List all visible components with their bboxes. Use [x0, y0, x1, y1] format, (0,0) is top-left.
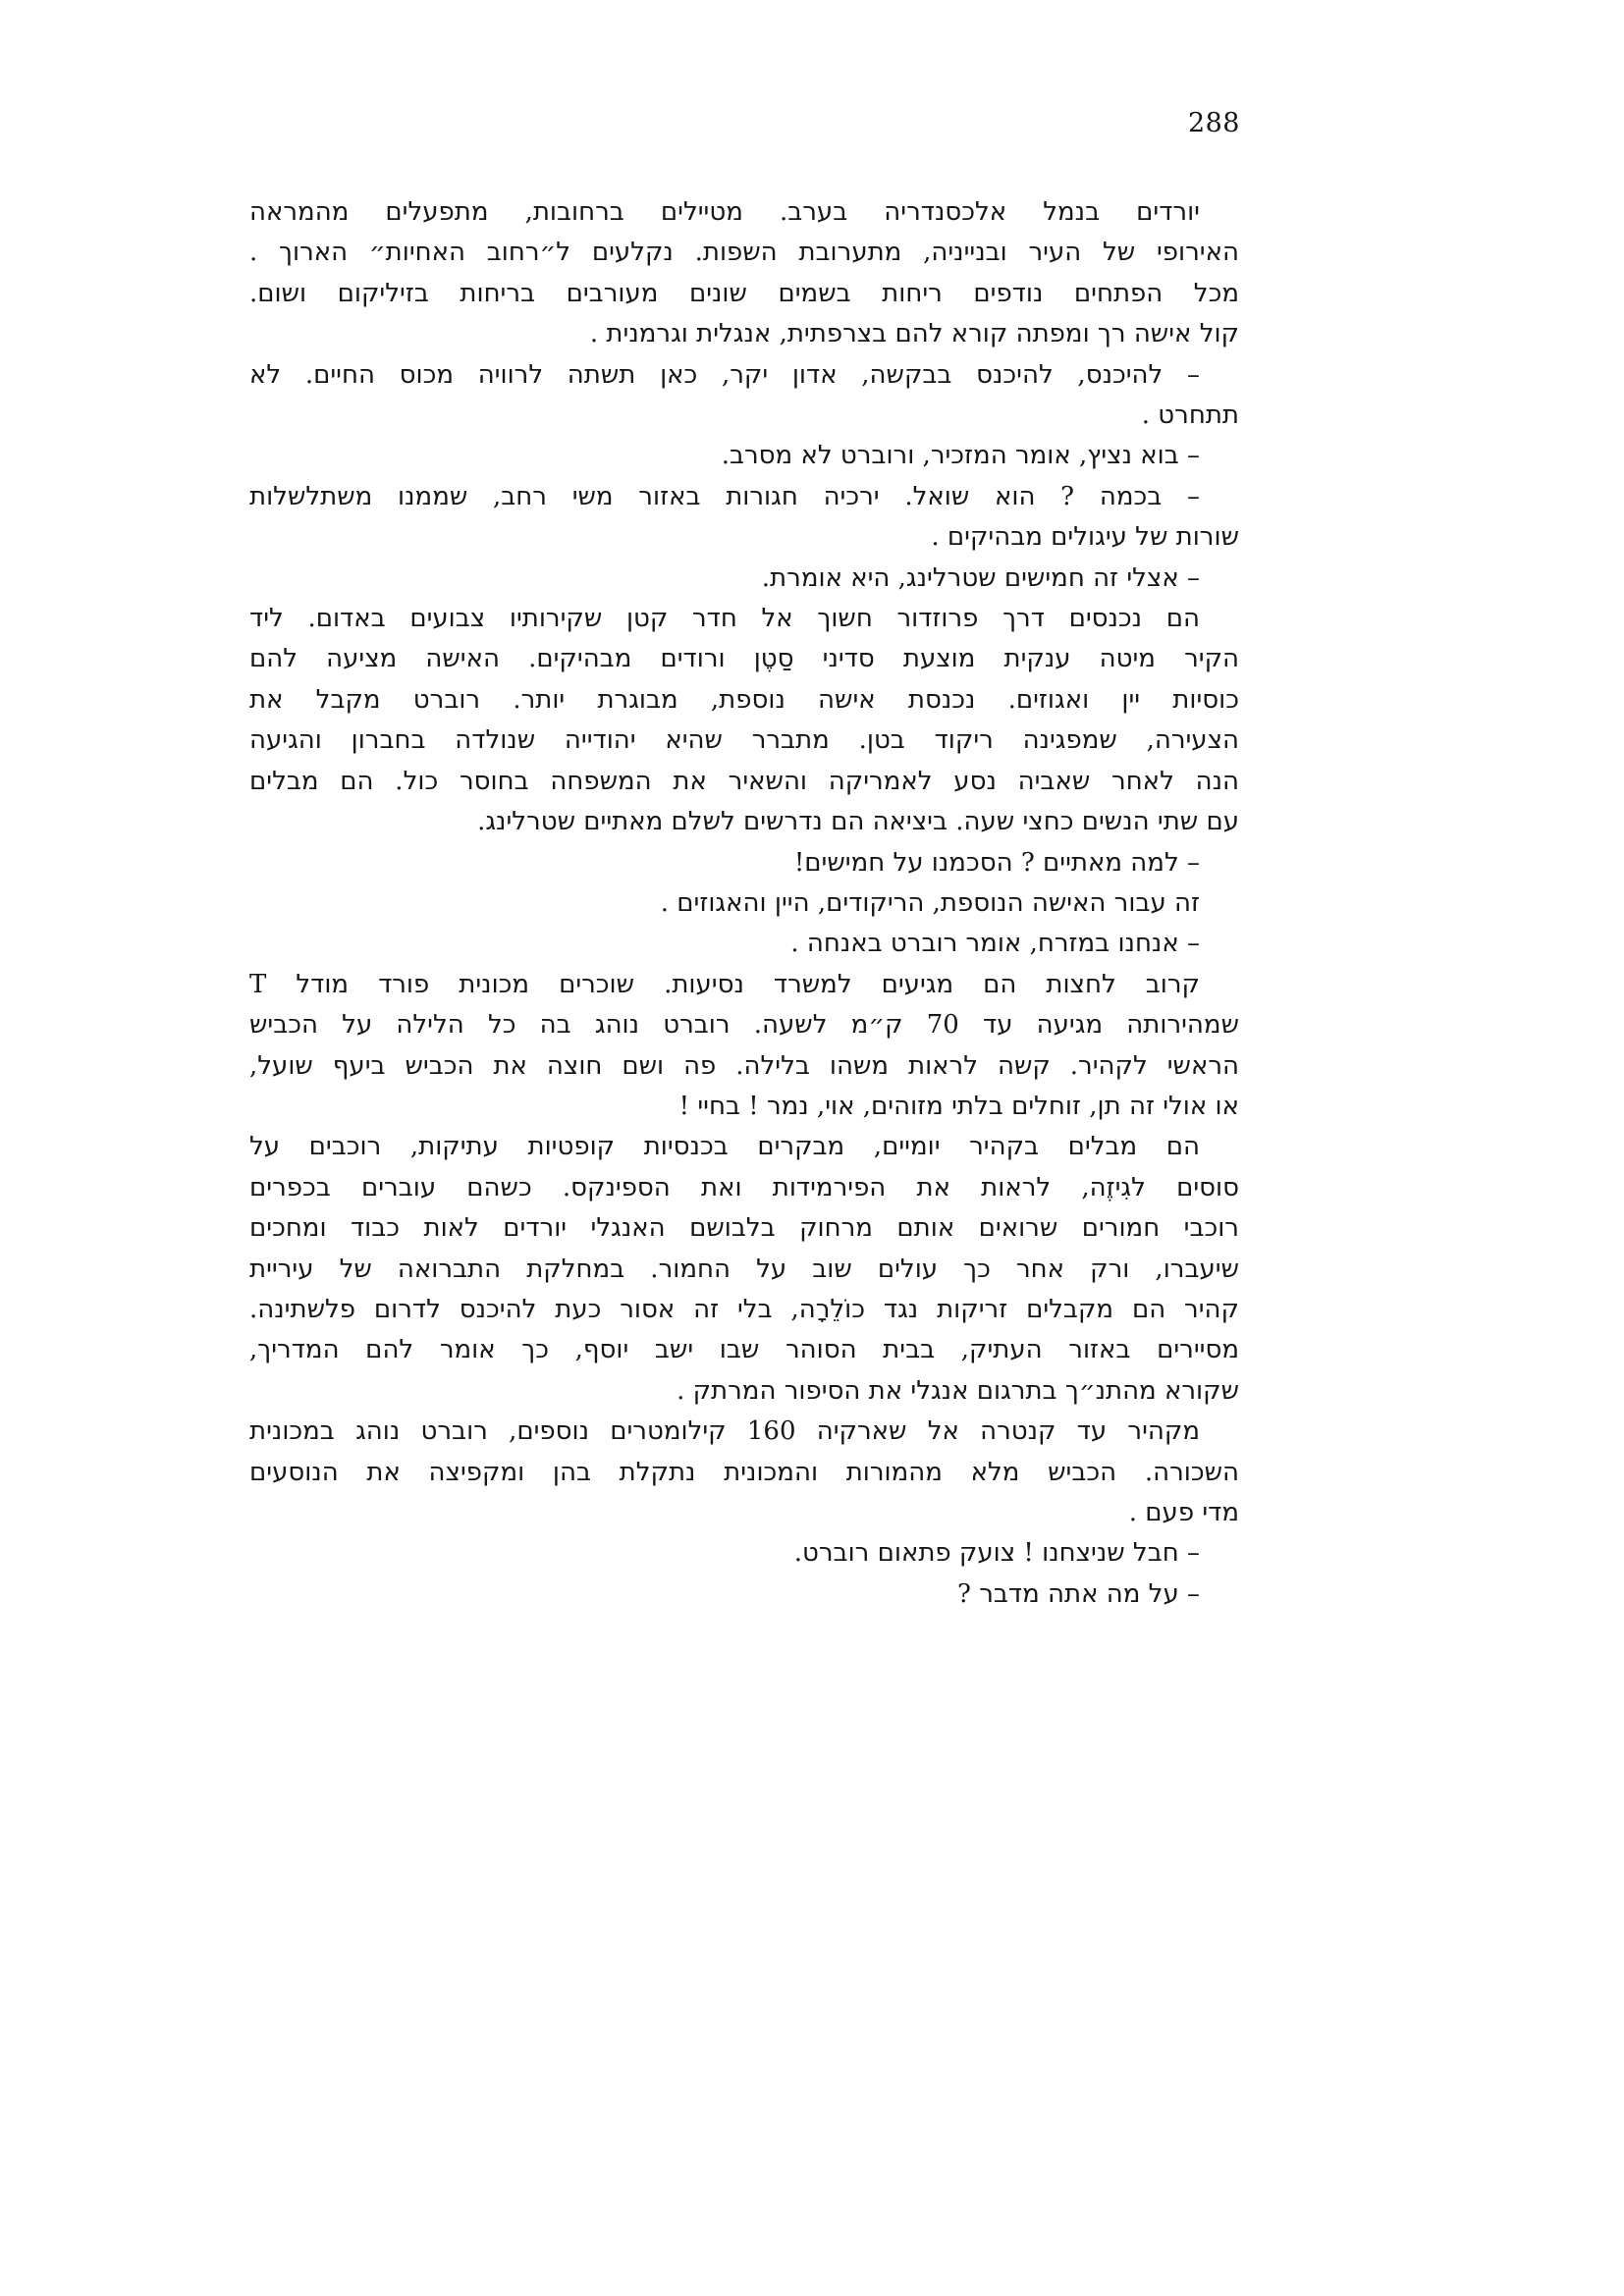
dialogue-line: – למה מאתיים ? הסכמנו על חמישים!	[793, 847, 1200, 878]
dialogue-line: תתחרט .	[1141, 400, 1239, 431]
reply-line: זה עבור האישה הנוספת, הריקודים, היין והאגוזים .	[660, 887, 1200, 918]
narration-line: או אולי זה תן, זוחלים בלתי מזוהים, אוי, נמר ! בחיי !	[678, 1091, 1239, 1121]
dialogue-line: – על מה אתה מדבר ?	[957, 1578, 1200, 1609]
narration-line: יורדים בנמל אלכסנדריה בערב. מטיילים ברחובות, מתפעלים מהמראה	[249, 197, 1200, 227]
narration-line: קהיר הם מקבלים זריקות נגד כוֹלֵרָה, בלי זה אסור כעת להיכנס לדרום פלשתינה.	[249, 1294, 1239, 1324]
narration-line: מדי פעם .	[1128, 1498, 1239, 1527]
narration-line: מקהיר עד קנטרה אל שארקיה 160 קילומטרים נוספים, רוברט נוהג במכונית	[249, 1416, 1201, 1447]
narration-paragraph	[249, 599, 1239, 842]
narration-line: מסיירים באזור העתיק, בבית הסוהר שבו ישב יוסף, כך אומר להם המדריך,	[249, 1335, 1239, 1365]
dialogue-paragraph	[249, 1575, 1239, 1615]
dialogue-paragraph	[249, 436, 1239, 476]
narration-line: האירופי של העיר ובנייניה, מתערובת השפות. נקלעים ל״רחוב האחיות״ הארוך .	[249, 238, 1239, 268]
narration-line: רוכבי חמורים שרואים אותם מרחוק בלבושם האנגלי יורדים לאות כבוד ומחכים	[249, 1213, 1239, 1244]
page-number: 288	[1187, 108, 1240, 138]
narration-line: כוסיות יין ואגוזים. נכנסת אישה נוספת, מבוגרת יותר. רוברט מקבל את	[249, 684, 1239, 715]
dialogue-paragraph	[249, 843, 1239, 883]
dialogue-line: שורות של עיגולים מבהיקים .	[931, 522, 1239, 553]
narration-line: הם מבלים בקהיר יומיים, מבקרים בכנסיות קופטיות עתיקות, רוכבים על	[249, 1132, 1200, 1162]
dialogue-paragraph	[249, 477, 1239, 559]
dialogue-line: – בוא נציץ, אומר המזכיר, ורוברט לא מסרב.	[721, 441, 1200, 471]
dialogue-paragraph	[249, 1533, 1239, 1574]
narration-line: שמהירותה מגיעה עד 70 ק״מ לשעה. רוברט נוהג בה כל הלילה על הכביש	[249, 1010, 1239, 1041]
narration-line: הצעירה, שמפגינה ריקוד בטן. מתברר שהיא יהודייה שנולדה בחברון והגיעה	[249, 725, 1239, 756]
dialogue-paragraph	[249, 355, 1239, 437]
narration-paragraph	[249, 1127, 1239, 1412]
dialogue-line: – אצלי זה חמישים שטרלינג, היא אומרת.	[761, 562, 1200, 593]
text-block	[249, 192, 1239, 1615]
dialogue-line: – בכמה ? הוא שואל. ירכיה חגורות באזור משי רחב, שממנו משתלשלות	[249, 481, 1200, 511]
narration-line: עם שתי הנשים כחצי שעה. ביציאה הם נדרשים לשלם מאתיים שטרלינג.	[477, 807, 1239, 837]
narration-line: שקורא מהתנ״ך בתרגום אנגלי את הסיפור המרתק .	[677, 1375, 1239, 1406]
dialogue-line: – להיכנס, להיכנס בבקשה, אדון יקר, כאן תשתה לרוויה מכוס החיים. לא	[249, 359, 1200, 390]
narration-line: הנה לאחר שאביה נסע לאמריקה והשאיר את המשפחה בחוסר כול. הם מבלים	[249, 766, 1239, 796]
dialogue-paragraph	[249, 559, 1239, 599]
narration-line: קרוב לחצות הם מגיעים למשרד נסיעות. שוכרים מכונית פורד מודל T	[249, 969, 1200, 999]
reply-paragraph	[249, 883, 1239, 924]
narration-line: מכל הפתחים נודפים ריחות בשמים שונים מעורבים בריחות בזיליקום ושום.	[249, 278, 1239, 308]
narration-paragraph	[249, 965, 1239, 1128]
dialogue-line: – אנחנו במזרח, אומר רוברט באנחה .	[790, 929, 1200, 959]
narration-paragraph	[249, 1412, 1239, 1533]
narration-line: הראשי לקהיר. קשה לראות משהו בלילה. פה ושם חוצה את הכביש ביעף שועל,	[249, 1050, 1239, 1081]
narration-line: הקיר מיטה ענקית מוצעת סדיני סַטֶן ורודים מבהיקים. האישה מציעה להם	[249, 644, 1239, 674]
dialogue-paragraph	[249, 924, 1239, 964]
narration-line: שיעברו, ורק אחר כך עולים שוב על החמור. במחלקת התברואה של עיריית	[249, 1254, 1239, 1284]
narration-line: סוסים לגִיזֶה, לראות את הפירמידות ואת הספינקס. כשהם עוברים בכפרים	[249, 1172, 1239, 1202]
narration-line: הם נכנסים דרך פרוזדור חשוך אל חדר קטן שקירותיו צבועים באדום. ליד	[249, 604, 1200, 634]
narration-line: קול אישה רך ומפתה קורא להם בצרפתית, אנגלית וגרמנית .	[589, 319, 1239, 349]
dialogue-line: – חבל שניצחנו ! צועק פתאום רוברט.	[793, 1538, 1200, 1569]
narration-line: השכורה. הכביש מלא מהמורות והמכונית נתקלת בהן ומקפיצה את הנוסעים	[249, 1457, 1239, 1487]
narration-paragraph	[249, 192, 1239, 355]
